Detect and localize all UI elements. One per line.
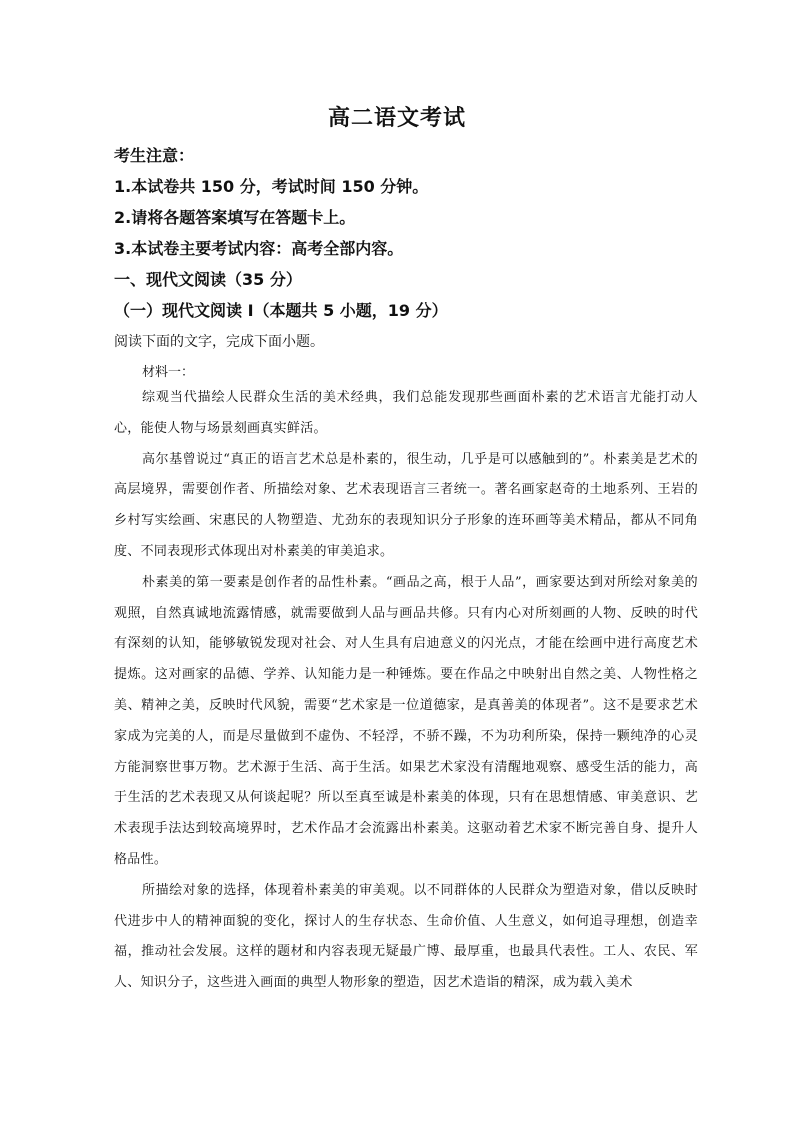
notice-item-3: 3.本试卷主要考试内容：高考全部内容。 [114,239,404,258]
notice-heading: 考生注意： [114,146,195,165]
article-paragraph: 高尔基曾说过“真正的语言艺术总是朴素的，很生动，几乎是可以感触到的”。朴素美是艺术的高层境界，需要创作者、所描绘对象、艺术表现语言三者统一。著名画家赵奇的土地系列、王岩的乡村写实绘画、宋惠民的人物塑造、尤劲东的表现知识分子形象的连环画等美术精品，都从不同角度、不同表现形式体现出对朴素美的审美追求。 [114,451,698,559]
reading-instruction: 阅读下面的文字，完成下面小题。 [114,334,324,350]
notice-item-1: 1.本试卷共 150 分，考试时间 150 分钟。 [114,177,429,196]
page-title: 高二语文考试 [327,105,466,131]
section-subheading: （一）现代文阅读 I（本题共 5 小题，19 分） [114,301,448,320]
section-heading: 一、现代文阅读（35 分） [114,270,302,289]
material-label: 材料一： [142,365,195,380]
article-paragraph: 朴素美的第一要素是创作者的品性朴素。“画品之高，根于人品”，画家要达到对所绘对象美的观照，自然真诚地流露情感，就需要做到人品与画品共修。只有内心对所刻画的人物、反映的时代有深刻的认知，能够敏锐发现对社会、对人生具有启迪意义的闪光点，才能在绘画中进行高度艺术提炼。这对画家的品德、学养、认知能力是一种锤炼。要在作品之中映射出自然之美、人物性格之美、精神之美，反映时代风貌，需要“艺术家是一位道德家，是真善美的体现者”。这不是要求艺术家成为完美的人，而是尽量做到不虚伪、不轻浮，不骄不躁，不为功利所染，保持一颗纯净的心灵方能洞察世事万物。艺术源于生活、高于生活。如果艺术家没有清醒地观察、感受生活的能力，高于生活的艺术表现又从何谈起呢？所以至真至诚是朴素美的体现，只有在思想情感、审美意识、艺术表现手法达到较高境界时，艺术作品才会流露出朴素美。这驱动着艺术家不断完善自身、提升人格品性。 [114,574,698,867]
article-body [114,383,698,999]
article-paragraph: 所描绘对象的选择，体现着朴素美的审美观。以不同群体的人民群众为塑造对象，借以反映时代进步中人的精神面貌的变化，探讨人的生存状态、生命价值、人生意义，如何追寻理想，创造幸福，推动社会发展。这样的题材和内容表现无疑最广博、最厚重，也最具代表性。工人、农民、军人、知识分子，这些进入画面的典型人物形象的塑造，因艺术造诣的精深，成为载入美术 [114,882,698,991]
notice-item-2: 2.请将各题答案填写在答题卡上。 [114,208,356,227]
article-paragraph: 综观当代描绘人民群众生活的美术经典，我们总能发现那些画面朴素的艺术语言尤能打动人心，能使人物与场景刻画真实鲜活。 [114,390,698,436]
